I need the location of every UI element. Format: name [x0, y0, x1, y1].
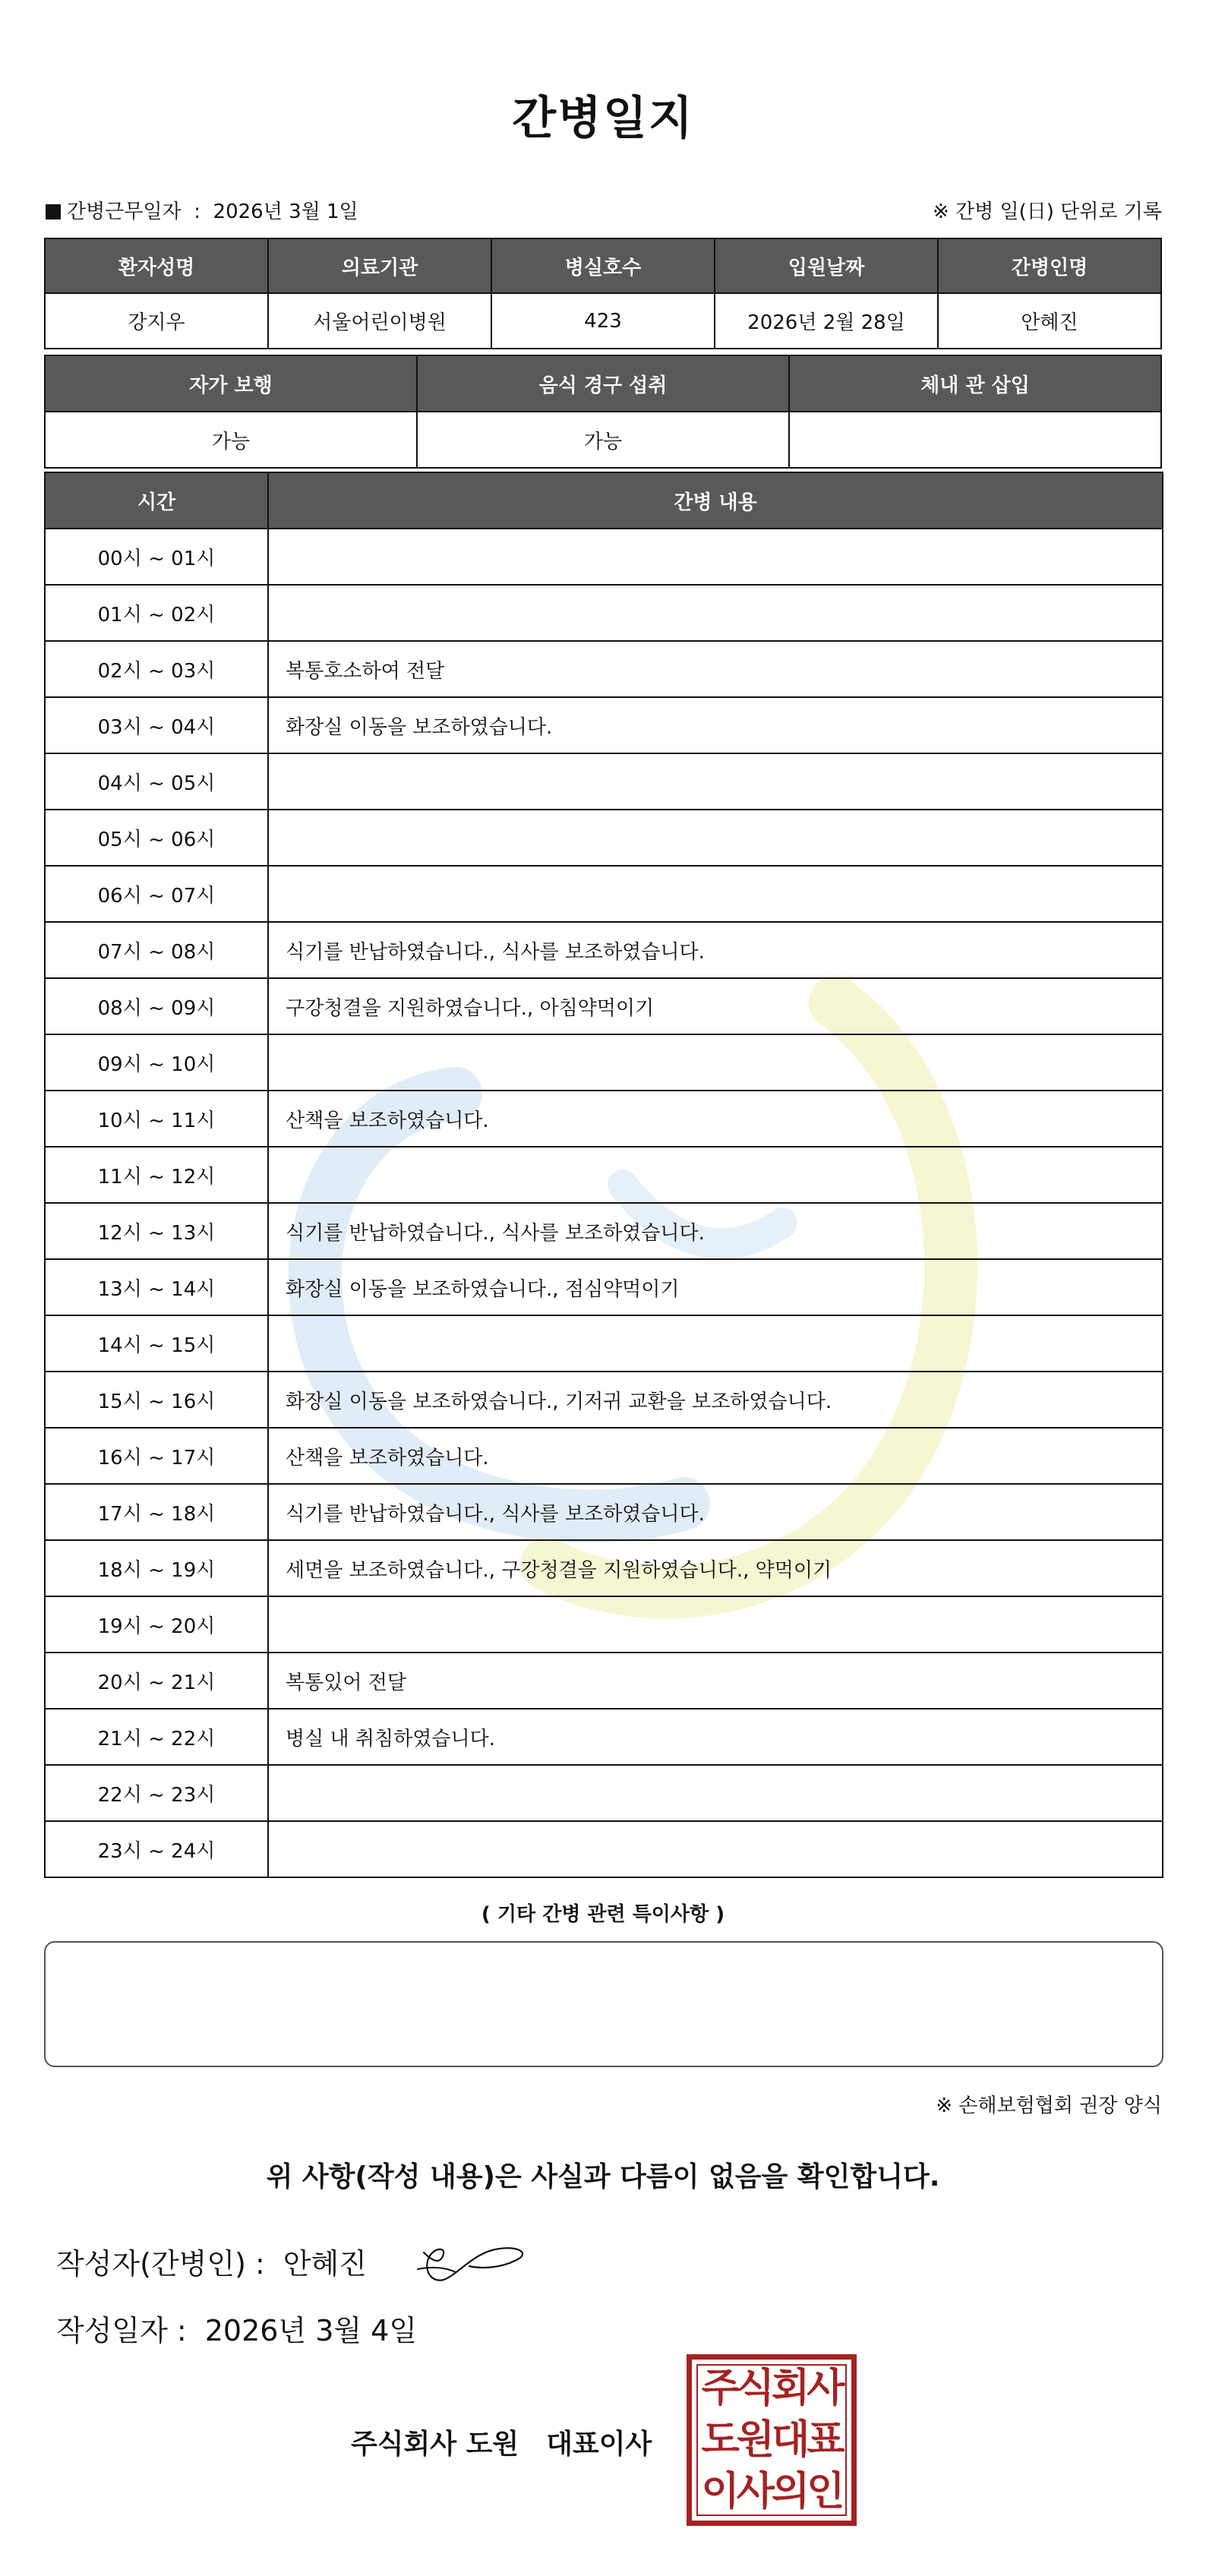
patient-name-header: 환자성명	[45, 238, 268, 293]
bullet-square-icon	[46, 204, 61, 219]
signature-image	[410, 2231, 539, 2292]
tube-insertion-value	[789, 412, 1161, 468]
table-row	[45, 810, 1163, 866]
care-content-cell	[268, 753, 1163, 810]
patient-info-table	[44, 238, 1162, 349]
representative-title: 대표이사	[546, 2429, 652, 2460]
care-content-cell: 산책을 보조하였습니다.	[268, 1091, 1163, 1147]
time-cell: 08시 ~ 09시	[45, 978, 268, 1034]
oral-intake-header: 음식 경구 섭취	[417, 355, 789, 412]
table-row	[45, 697, 1163, 753]
caregiver-name-value: 안혜진	[938, 293, 1161, 349]
care-content-cell	[268, 585, 1163, 641]
patient-info-header-row	[45, 238, 1161, 293]
time-cell: 02시 ~ 03시	[45, 641, 268, 697]
care-content-cell	[268, 1765, 1163, 1821]
table-row	[45, 585, 1163, 641]
abilities-value-row	[45, 412, 1161, 468]
time-cell: 00시 ~ 01시	[45, 529, 268, 585]
company-name: 주식회사 도원	[351, 2429, 519, 2460]
seal-text-line: 도원대표	[701, 2417, 842, 2463]
table-row	[45, 1709, 1163, 1765]
care-content-column-header: 간병 내용	[268, 472, 1163, 529]
time-cell: 03시 ~ 04시	[45, 697, 268, 753]
write-date-line	[56, 2307, 435, 2349]
care-content-cell	[268, 1315, 1163, 1372]
time-cell: 21시 ~ 22시	[45, 1709, 268, 1765]
form-recommendation-note: ※ 손해보험협회 권장 양식	[936, 2095, 1162, 2117]
table-row	[45, 1091, 1163, 1147]
care-content-cell: 복통있어 전달	[268, 1653, 1163, 1709]
table-row	[45, 1315, 1163, 1372]
care-content-cell	[268, 1034, 1163, 1091]
hospital-header: 의료기관	[268, 238, 491, 293]
care-content-cell	[268, 810, 1163, 866]
company-seal-stamp	[687, 2354, 857, 2526]
table-row	[45, 1372, 1163, 1428]
time-cell: 15시 ~ 16시	[45, 1372, 268, 1428]
care-content-cell: 화장실 이동을 보조하였습니다., 점심약먹이기	[268, 1259, 1163, 1315]
time-cell: 07시 ~ 08시	[45, 922, 268, 978]
work-date-value: 2026년 3월 1일	[213, 200, 358, 223]
room-number-header: 병실호수	[491, 238, 715, 293]
patient-name-value: 강지우	[45, 293, 268, 349]
admission-date-header: 입원날짜	[715, 238, 938, 293]
time-cell: 01시 ~ 02시	[45, 585, 268, 641]
care-content-cell: 화장실 이동을 보조하였습니다., 기저귀 교환을 보조하였습니다.	[268, 1372, 1163, 1428]
care-content-cell	[268, 1821, 1163, 1877]
care-content-cell	[268, 529, 1163, 585]
self-walking-value: 가능	[45, 412, 417, 468]
time-cell: 11시 ~ 12시	[45, 1147, 268, 1203]
care-content-cell	[268, 866, 1163, 922]
time-cell: 16시 ~ 17시	[45, 1428, 268, 1484]
special-notes-box	[44, 1941, 1163, 2067]
room-number-value: 423	[491, 293, 715, 349]
table-row	[45, 529, 1163, 585]
confirmation-statement: 위 사항(작성 내용)은 사실과 다름이 없음을 확인합니다.	[266, 2161, 940, 2192]
table-row	[45, 1484, 1163, 1540]
care-content-cell: 복통호소하여 전달	[268, 641, 1163, 697]
care-content-cell: 병실 내 취침하였습니다.	[268, 1709, 1163, 1765]
care-content-cell: 산책을 보조하였습니다.	[268, 1428, 1163, 1484]
table-row	[45, 1147, 1163, 1203]
work-date-separator: :	[194, 200, 200, 223]
abilities-header-row	[45, 355, 1161, 412]
care-content-cell: 구강청결을 지원하였습니다., 아침약먹이기	[268, 978, 1163, 1034]
table-row	[45, 1596, 1163, 1653]
patient-info-value-row	[45, 293, 1161, 349]
time-cell: 20시 ~ 21시	[45, 1653, 268, 1709]
table-row	[45, 1259, 1163, 1315]
table-row	[45, 978, 1163, 1034]
time-cell: 17시 ~ 18시	[45, 1484, 268, 1540]
write-date-label: 작성일자 :	[56, 2314, 187, 2347]
time-cell: 05시 ~ 06시	[45, 810, 268, 866]
time-cell: 18시 ~ 19시	[45, 1540, 268, 1596]
time-column-header: 시간	[45, 472, 268, 529]
table-row	[45, 1203, 1163, 1259]
time-cell: 06시 ~ 07시	[45, 866, 268, 922]
special-notes-title: ( 기타 간병 관련 특이사항 )	[481, 1903, 725, 1926]
time-cell: 13시 ~ 14시	[45, 1259, 268, 1315]
time-cell: 04시 ~ 05시	[45, 753, 268, 810]
table-row	[45, 1821, 1163, 1877]
work-date-line	[46, 196, 358, 224]
writer-name: 안혜진	[283, 2247, 367, 2281]
time-cell: 19시 ~ 20시	[45, 1596, 268, 1653]
table-row	[45, 1034, 1163, 1091]
self-walking-header: 자가 보행	[45, 355, 417, 412]
company-signature-line	[351, 2423, 652, 2461]
caregiver-name-header: 간병인명	[938, 238, 1161, 293]
time-cell: 09시 ~ 10시	[45, 1034, 268, 1091]
abilities-table	[44, 355, 1162, 469]
time-cell: 10시 ~ 11시	[45, 1091, 268, 1147]
record-unit-note: ※ 간병 일(日) 단위로 기록	[932, 200, 1162, 223]
care-content-cell	[268, 1596, 1163, 1653]
care-content-cell	[268, 1147, 1163, 1203]
care-content-cell: 식기를 반납하였습니다., 식사를 보조하였습니다.	[268, 1484, 1163, 1540]
care-content-cell: 화장실 이동을 보조하였습니다.	[268, 697, 1163, 753]
table-row	[45, 1653, 1163, 1709]
admission-date-value: 2026년 2월 28일	[715, 293, 938, 349]
work-date-label: 간병근무일자	[67, 200, 182, 223]
time-cell: 14시 ~ 15시	[45, 1315, 268, 1372]
page-title: 간병일지	[512, 92, 694, 145]
seal-text-line: 주식회사	[701, 2366, 842, 2411]
care-content-cell: 식기를 반납하였습니다., 식사를 보조하였습니다.	[268, 1203, 1163, 1259]
tube-insertion-header: 체내 관 삽입	[789, 355, 1161, 412]
seal-text-line: 이사의인	[701, 2469, 842, 2514]
table-row	[45, 1540, 1163, 1596]
time-cell: 22시 ~ 23시	[45, 1765, 268, 1821]
write-date-value: 2026년 3월 4일	[204, 2314, 418, 2347]
table-row	[45, 1428, 1163, 1484]
time-cell: 23시 ~ 24시	[45, 1821, 268, 1877]
care-content-cell: 세면을 보조하였습니다., 구강청결을 지원하였습니다., 약먹이기	[268, 1540, 1163, 1596]
table-row	[45, 753, 1163, 810]
writer-label: 작성자(간병인) :	[56, 2247, 265, 2281]
table-row	[45, 641, 1163, 697]
care-log-header-row	[45, 472, 1163, 529]
hospital-value: 서울어린이병원	[268, 293, 491, 349]
time-cell: 12시 ~ 13시	[45, 1203, 268, 1259]
table-row	[45, 922, 1163, 978]
writer-line	[56, 2240, 385, 2282]
table-row	[45, 866, 1163, 922]
oral-intake-value: 가능	[417, 412, 789, 468]
care-content-cell: 식기를 반납하였습니다., 식사를 보조하였습니다.	[268, 922, 1163, 978]
table-row	[45, 1765, 1163, 1821]
care-log-table	[44, 472, 1163, 1878]
